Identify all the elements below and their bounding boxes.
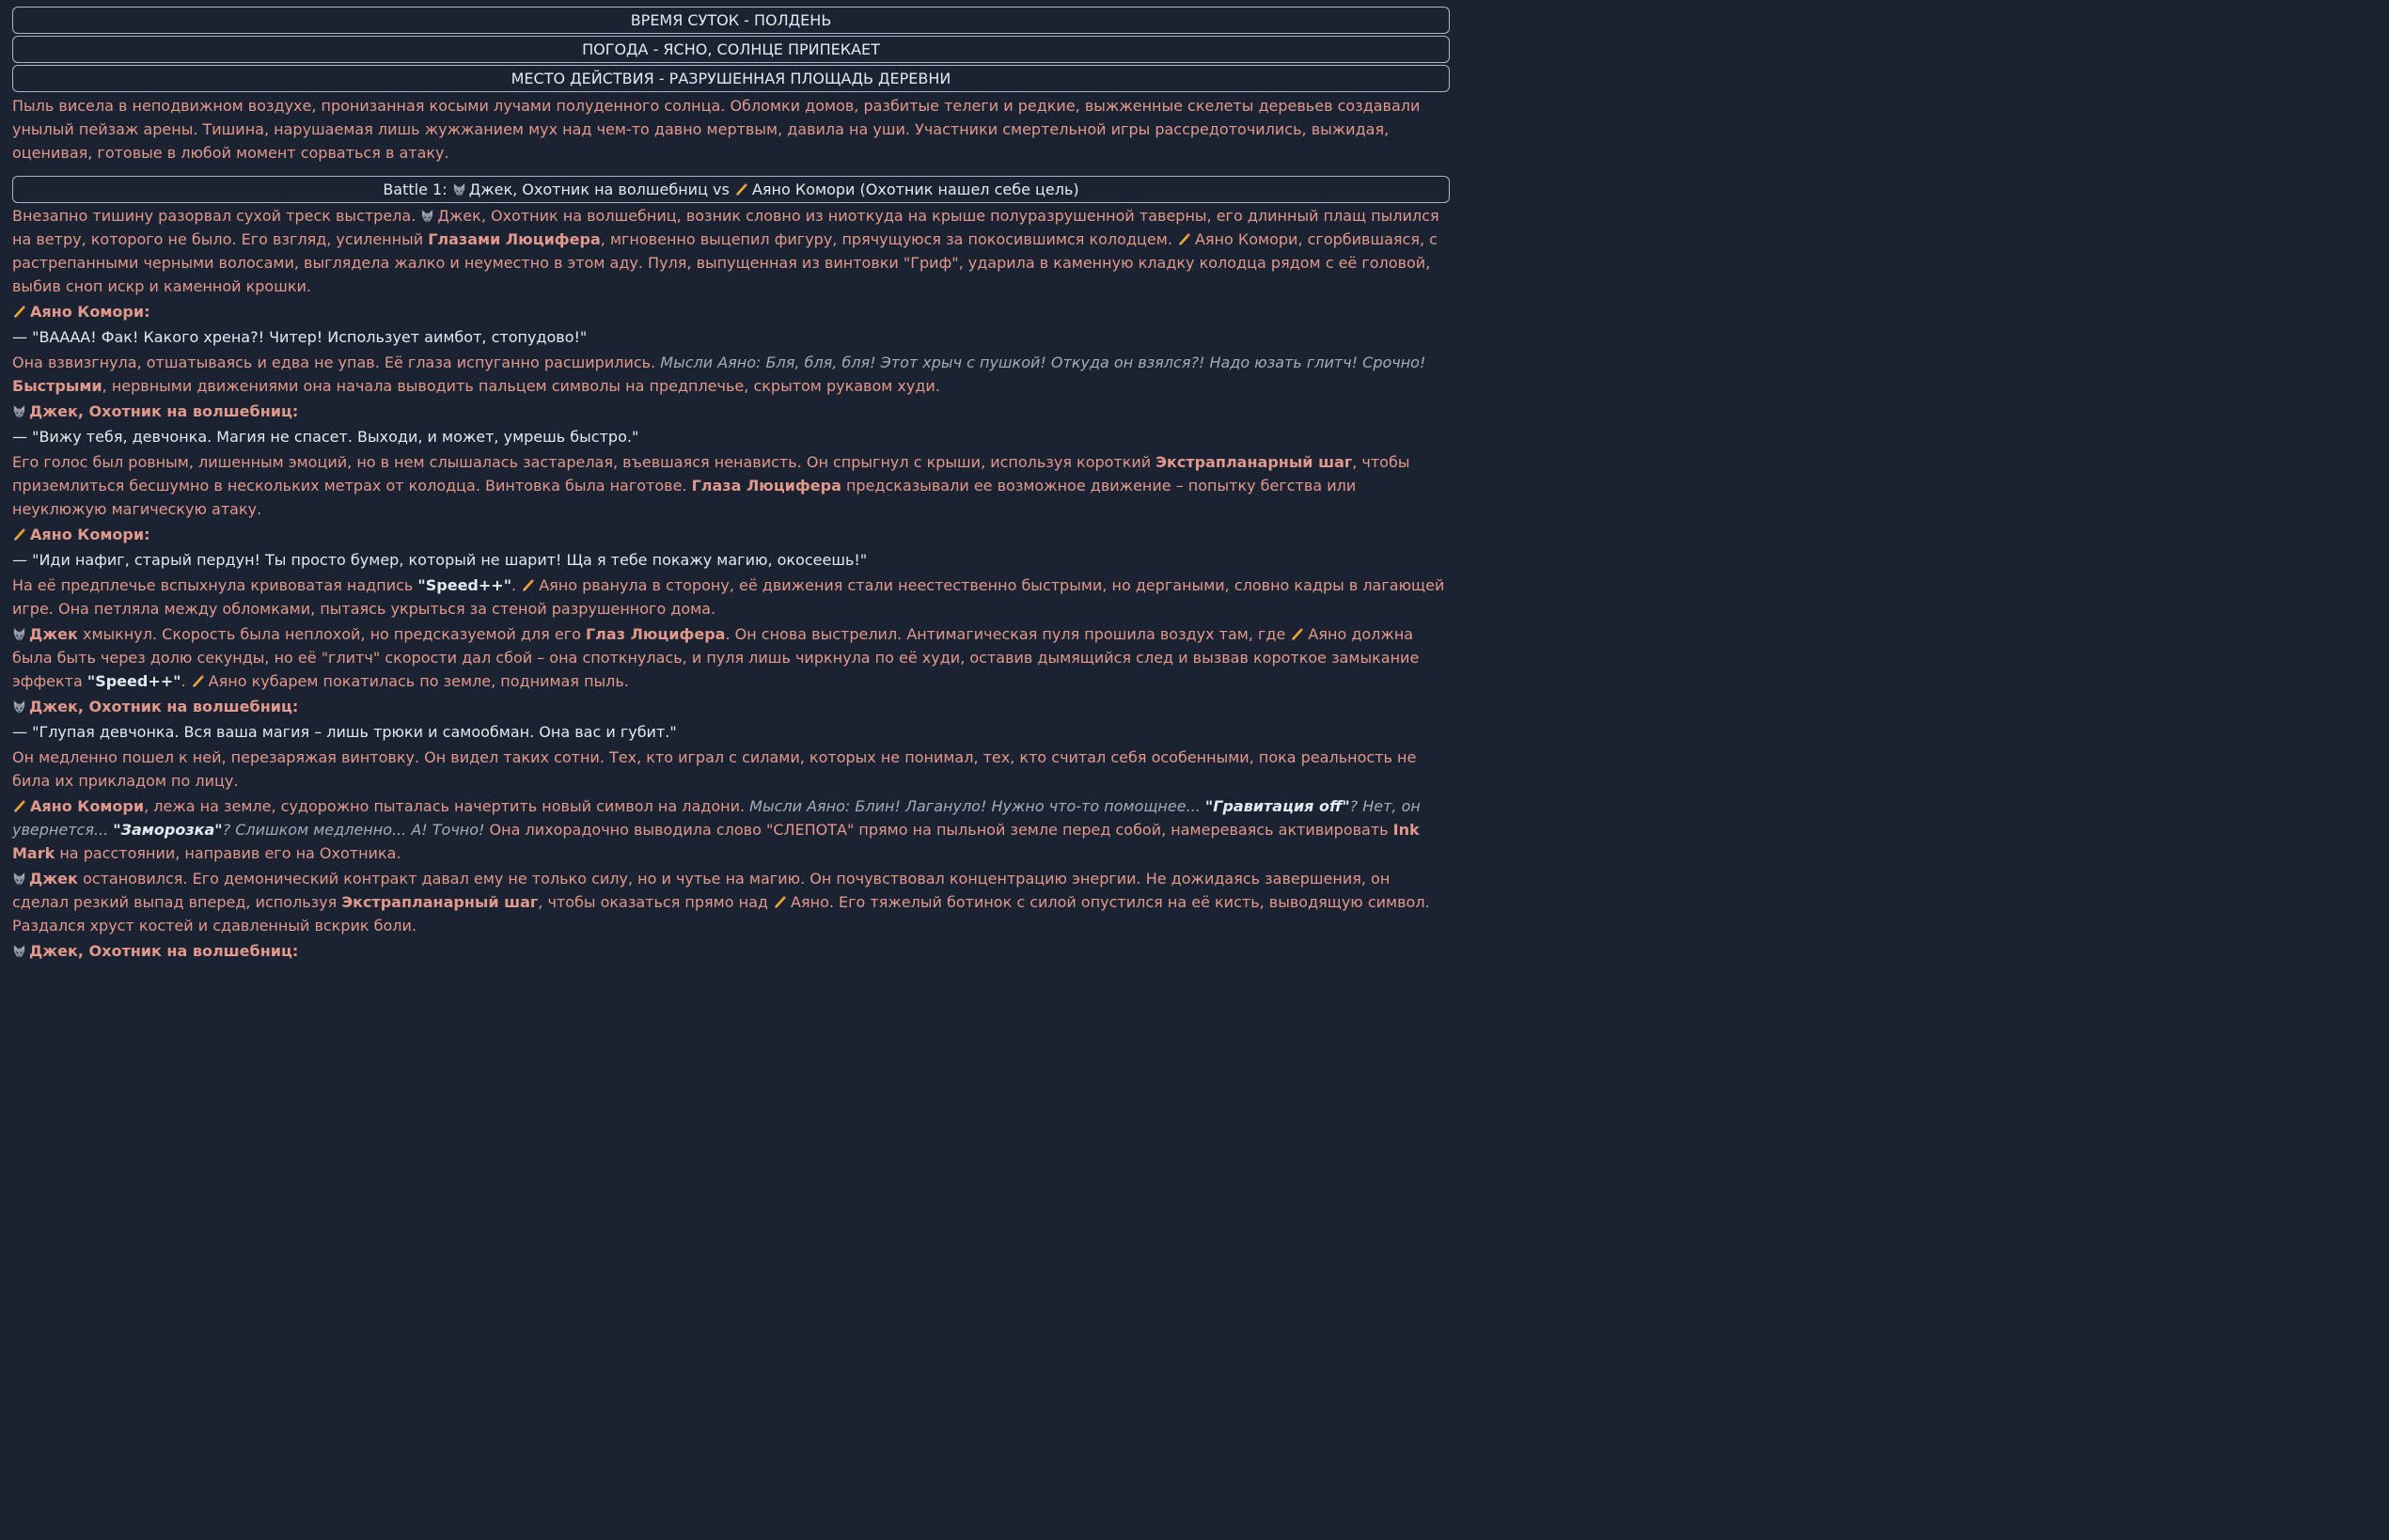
intro-paragraph: Пыль висела в неподвижном воздухе, пронизанная косыми лучами полуденного солнца. Обломки домов, разбитые телеги и редкие, выжженные скелеты деревьев создавали унылый пейзаж арены. Тишина, нарушаемая лишь жужжанием мух над чем-то давно мертвым, давила на уши. Участники смертельной игры рассредоточились, выжидая, оценивая, готовые в любой момент сорваться в атаку. bbox=[12, 97, 1421, 162]
story-panel bbox=[0, 0, 1474, 963]
location-banner: МЕСТО ДЕЙСТВИЯ - РАЗРУШЕННАЯ ПЛОЩАДЬ ДЕРЕВНИ bbox=[12, 65, 1450, 92]
wolf-icon bbox=[12, 699, 26, 714]
speaker-jack: Джек, Охотник на волшебниц: bbox=[12, 695, 1450, 718]
story-paragraph-1: Внезапно тишину разорвал сухой треск выстрела. Джек, Охотник на волшебниц, возник словно из ниоткуда на крыше полуразрушенной таверны, его длинный плащ пылился на ветру, которого не было. Его взгляд, усиленный Глазами Люцифера, мгновенно выцепил фигуру, прячущуюся за покосившимся колодцем. Аяно Комори, сгорбившаяся, с растрепанными черными волосами, выглядела жалко и неуместно в этом аду. Пуля, выпущенная из винтовки "Гриф", ударила в каменную кладку колодца рядом с её головой, выбив сноп искр и каменной крошки. bbox=[12, 207, 1439, 295]
story-paragraph-7: Аяно Комори, лежа на земле, судорожно пыталась начертить новый символ на ладони. Мысли Аяно: Блин! Лагануло! Нужно что-то помощнее... "Гравитация off"? Нет, он увернется... "Заморозка"? Слишком медленно... А! Точно! Она лихорадочно выводила слово "СЛЕПОТА" прямо на пыльной земле перед собой, намереваясь активировать Ink Mark на расстоянии, направив его на Охотника. bbox=[12, 797, 1421, 862]
wolf-icon bbox=[12, 627, 26, 641]
story-paragraph-6: Он медленно пошел к ней, перезаряжая винтовку. Он видел таких сотни. Тех, кто играл с силами, которых не понимал, тех, кто считал себя особенными, пока реальность не била их прикладом по лицу. bbox=[12, 748, 1417, 790]
story-paragraph-4: На её предплечье вспыхнула кривоватая надпись "Speed++". Аяно рванула в сторону, её движения стали неестественно быстрыми, но дергаными, словно кадры в лагающей игре. Она петляла между обломками, пытаясь укрыться за стеной разрушенного дома. bbox=[12, 576, 1445, 618]
wolf-icon bbox=[452, 182, 466, 196]
wolf-icon bbox=[12, 944, 26, 958]
pencil-icon bbox=[773, 895, 787, 909]
dialogue-line: — "ВАААА! Фак! Какого хрена?! Читер! Использует аимбот, стопудово!" bbox=[12, 328, 588, 346]
pencil-icon bbox=[12, 527, 26, 542]
battle-fighter-1: Джек, Охотник на волшебниц bbox=[468, 181, 708, 198]
weather-banner: ПОГОДА - ЯСНО, СОЛНЦЕ ПРИПЕКАЕТ bbox=[12, 36, 1450, 63]
wolf-icon bbox=[12, 404, 26, 418]
speaker-jack: Джек, Охотник на волшебниц: bbox=[12, 939, 1450, 963]
pencil-icon bbox=[12, 799, 26, 813]
dialogue-line: — "Вижу тебя, девчонка. Магия не спасет. Выходи, и может, умрешь быстро." bbox=[12, 428, 639, 446]
pencil-icon bbox=[1290, 627, 1304, 641]
story-paragraph-8: Джек остановился. Его демонический контракт давал ему не только силу, но и чутье на магию. Он почувствовал концентрацию энергии. Не дожидаясь завершения, он сделал резкий выпад вперед, используя Экстрапланарный шаг, чтобы оказаться прямо над Аяно. Его тяжелый ботинок с силой опустился на её кисть, выводящую символ. Раздался хруст костей и сдавленный вскрик боли. bbox=[12, 870, 1430, 935]
pencil-icon bbox=[734, 182, 748, 196]
dialogue-line: — "Глупая девчонка. Вся ваша магия – лишь трюки и самообман. Она вас и губит." bbox=[12, 723, 677, 741]
pencil-icon bbox=[521, 578, 535, 592]
wolf-icon bbox=[12, 872, 26, 886]
pencil-icon bbox=[12, 305, 26, 319]
wolf-icon bbox=[420, 209, 434, 223]
thought-text: Мысли Аяно: Блин! Лагануло! Нужно что-то помощнее... "Гравитация off"? Нет, он увернется... "Заморозка"? Слишком медленно... А! Точно! bbox=[12, 797, 1421, 839]
battle-prefix: Battle 1: bbox=[383, 181, 452, 198]
time-of-day-banner: ВРЕМЯ СУТОК - ПОЛДЕНЬ bbox=[12, 7, 1450, 34]
battle-title-banner bbox=[12, 176, 1450, 203]
speaker-ayano: Аяно Комори: bbox=[12, 523, 1450, 546]
pencil-icon bbox=[1177, 232, 1191, 246]
story-paragraph-2: Она взвизгнула, отшатываясь и едва не упав. Её глаза испуганно расширились. Мысли Аяно: Бля, бля, бля! Этот хрыч с пушкой! Откуда он взялся?! Надо юзать глитч! Срочно! Быстрыми, нервными движениями она начала выводить пальцем символы на предплечье, скрытом рукавом худи. bbox=[12, 354, 1426, 395]
pencil-icon bbox=[191, 674, 205, 688]
story-paragraph-3: Его голос был ровным, лишенным эмоций, но в нем слышалась застарелая, въевшаяся ненависть. Он спрыгнул с крыши, используя короткий Экстрапланарный шаг, чтобы приземлиться бесшумно в нескольких метрах от колодца. Винтовка была наготове. Глаза Люцифера предсказывали ее возможное движение – попытку бегства или неуклюжую магическую атаку. bbox=[12, 453, 1410, 518]
speaker-jack: Джек, Охотник на волшебниц: bbox=[12, 400, 1450, 423]
battle-vs: vs bbox=[707, 181, 734, 198]
story-paragraph-5: Джек хмыкнул. Скорость была неплохой, но предсказуемой для его Глаз Люцифера. Он снова выстрелил. Антимагическая пуля прошила воздух там, где Аяно должна была быть через долю секунды, но её "глитч" скорости дал сбой – она споткнулась, и пуля лишь чиркнула по её худи, оставив дымящийся след и вызвав короткое замыкание эффекта "Speed++". Аяно кубарем покатилась по земле, поднимая пыль. bbox=[12, 625, 1420, 690]
thought-text: Мысли Аяно: Бля, бля, бля! Этот хрыч с пушкой! Откуда он взялся?! Надо юзать глитч! Срочно! bbox=[660, 354, 1426, 371]
battle-fighter-2: Аяно Комори (Охотник нашел себе цель) bbox=[751, 181, 1079, 198]
speaker-ayano: Аяно Комори: bbox=[12, 300, 1450, 323]
dialogue-line: — "Иди нафиг, старый пердун! Ты просто бумер, который не шарит! Ща я тебе покажу магию, окосеешь!" bbox=[12, 551, 868, 569]
